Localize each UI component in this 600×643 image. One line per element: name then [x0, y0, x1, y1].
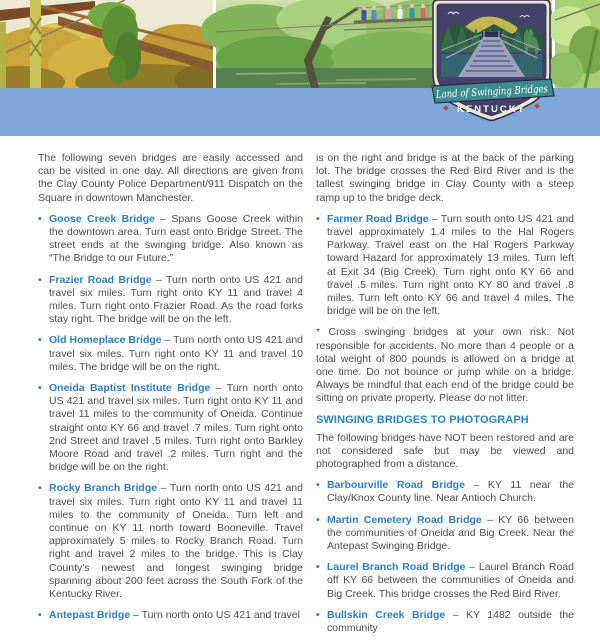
- autumn-bridge-illustration: [0, 0, 213, 88]
- bridge-directions: – KY 1482 outside the community: [327, 608, 575, 635]
- badge-title-text: Land of Swinging Bridges: [435, 81, 575, 101]
- bullet-dot: •: [38, 273, 42, 286]
- list-item: [38, 382, 303, 474]
- bullet-dot: •: [38, 382, 42, 395]
- photograph-bridges-list: [316, 479, 574, 635]
- list-item: [316, 561, 574, 601]
- bullet-dot: •: [38, 609, 42, 622]
- page-content: [0, 136, 600, 643]
- badge-state: [443, 103, 540, 115]
- bridge-directions: – KY 66 between the communities of Oneida and Big Creek. Near the Antepast Swinging Bridge.: [327, 513, 574, 553]
- bridge-directions: – Laurel Branch Road off KY 66 between the communities of Oneida and Big Creek. This bridge crosses the Red Bird River.: [327, 561, 574, 600]
- bullet-dot: •: [316, 479, 320, 492]
- bridge-directions: – Turn north onto US 421 and travel six miles. Turn right onto KY 11 and travel 11 miles to the community of Oneida. Continue straight onto KY 66 and travel .7 miles. Turn right onto 2nd Street and travel .5 miles. Turn right onto Barkley Moore Road and travel .2 miles. Turn right and the bridge will be on the right.: [49, 382, 303, 474]
- bullet-dot: •: [316, 608, 320, 621]
- bridge-name: Oneida Baptist Institute Bridge: [49, 382, 211, 395]
- red-accent-icon: [534, 103, 540, 109]
- list-item: [316, 609, 574, 635]
- bridge-directions: – KY 11 near the Clay/Knox County line. Near Antioch Church.: [327, 479, 574, 505]
- right-column: [316, 152, 574, 643]
- section-heading: SWINGING BRIDGES TO PHOTOGRAPH: [316, 413, 529, 426]
- banner: [0, 0, 600, 136]
- bridge-name: Rocky Branch Bridge: [49, 482, 158, 495]
- bullet-dot: •: [38, 212, 42, 225]
- foliage-illustration: [555, 0, 600, 88]
- badge-state-text: KENTUCKY: [457, 104, 526, 115]
- list-item: [316, 514, 574, 554]
- bridge-directions: – Turn north onto US 421 and travel six miles. Turn right onto KY 11 and travel 4 miles. Turn right onto Frazier Road. As the road forks stay right. The bridge will be on the left.: [49, 273, 303, 326]
- bridge-name: Barbourville Road Bridge: [327, 479, 465, 492]
- bridge-name: Bullskin Creek Bridge: [327, 608, 446, 621]
- bridge-directions: – Spans Goose Creek within the downtown area. Turn east onto Bridge Street. The street ends at the swinging bridge. Also known as “The Bridge to our Future.”: [49, 212, 303, 265]
- badge-illustration: [440, 7, 542, 77]
- list-item: [316, 213, 574, 319]
- bridge-name: Laurel Branch Road Bridge: [327, 561, 466, 574]
- continuation-paragraph: is on the right and bridge is at the back of the parking lot. The bridge crosses the Red Bird River and is the tallest swinging bridge in Clay County with a steep ramp up to the bridge deck.: [316, 152, 574, 204]
- red-accent-icon: [443, 105, 449, 111]
- section-intro-paragraph: The following bridges have NOT been restored and are not considered safe but may be viewed and photographed from a distance.: [316, 431, 574, 471]
- bullet-dot: •: [38, 482, 42, 495]
- bridge-name: Old Homeplace Bridge: [49, 334, 162, 347]
- list-item: [38, 482, 303, 601]
- bridge-name: Antepast Bridge: [49, 609, 131, 622]
- disclaimer-paragraph: * Cross swinging bridges at your own risk. Not responsible for accidents. No more than 4 people or a total weight of 800 pounds is allowed on a bridge at one time. Do not bounce or jump while on a bridge. Always be mindful that each end of the bridge could be sitting on private property. Please do not litter.: [316, 326, 574, 405]
- bridge-name: Farmer Road Bridge: [327, 212, 429, 225]
- bullet-dot: •: [316, 561, 320, 574]
- accessible-bridges-list: [38, 213, 303, 623]
- intro-paragraph: The following seven bridges are easily accessed and can be visited in one day. All directions are given from the Clay County Police Department/911 Dispatch on the Square in downtown Manchester.: [38, 152, 303, 204]
- list-item: [38, 609, 303, 622]
- bullet-dot: •: [38, 334, 42, 347]
- bridge-name: Goose Creek Bridge: [49, 212, 155, 225]
- bridge-directions: – Turn north onto US 421 and travel six miles. Turn right onto KY 11 and travel 10 miles. The bridge will be on the right.: [49, 334, 303, 373]
- bridge-directions: – Turn north onto US 421 and travel six miles. Turn right onto KY 11 and travel 11 miles to the community of Oneida. Turn left and continue on KY 11 north toward Booneville. Travel approximately 5 miles to Rocky Branch Road. Turn right and travel 2 miles to the bridge. This is Clay County’s newest and longest swinging bridge spanning about 200 feet across the South Fork of the Kentucky River.: [49, 482, 303, 601]
- bridge-directions: – Turn north onto US 421 and travel: [133, 609, 300, 622]
- bullet-dot: •: [316, 513, 320, 526]
- bullet-dot: •: [316, 212, 320, 225]
- left-column: [38, 152, 303, 643]
- list-item: [316, 479, 574, 505]
- list-item: [38, 213, 303, 266]
- bridge-name: Martin Cemetery Road Bridge: [327, 513, 482, 526]
- list-item: [38, 274, 303, 327]
- logo-badge: [428, 0, 575, 122]
- bridge-name: Frazier Road Bridge: [49, 273, 152, 286]
- accessible-bridges-list-cont: [316, 213, 574, 319]
- photo-autumn-bridge: [0, 0, 213, 88]
- photo-green-foliage: [555, 0, 600, 88]
- list-item: [38, 334, 303, 374]
- bridge-directions: – Turn south onto US 421 and travel approximately 1.4 miles to the Hal Rogers Parkway. Travel east on the Hal Rogers Parkway toward Hazard for approximately 13 miles. Turn left at Exit 34 (Big Creek). Turn right onto KY 66 and travel .5 miles. Turn right onto KY 80 and travel .8 miles. Turn left onto KY 66 and travel 4 miles. The bridge will be on the left.: [327, 212, 575, 318]
